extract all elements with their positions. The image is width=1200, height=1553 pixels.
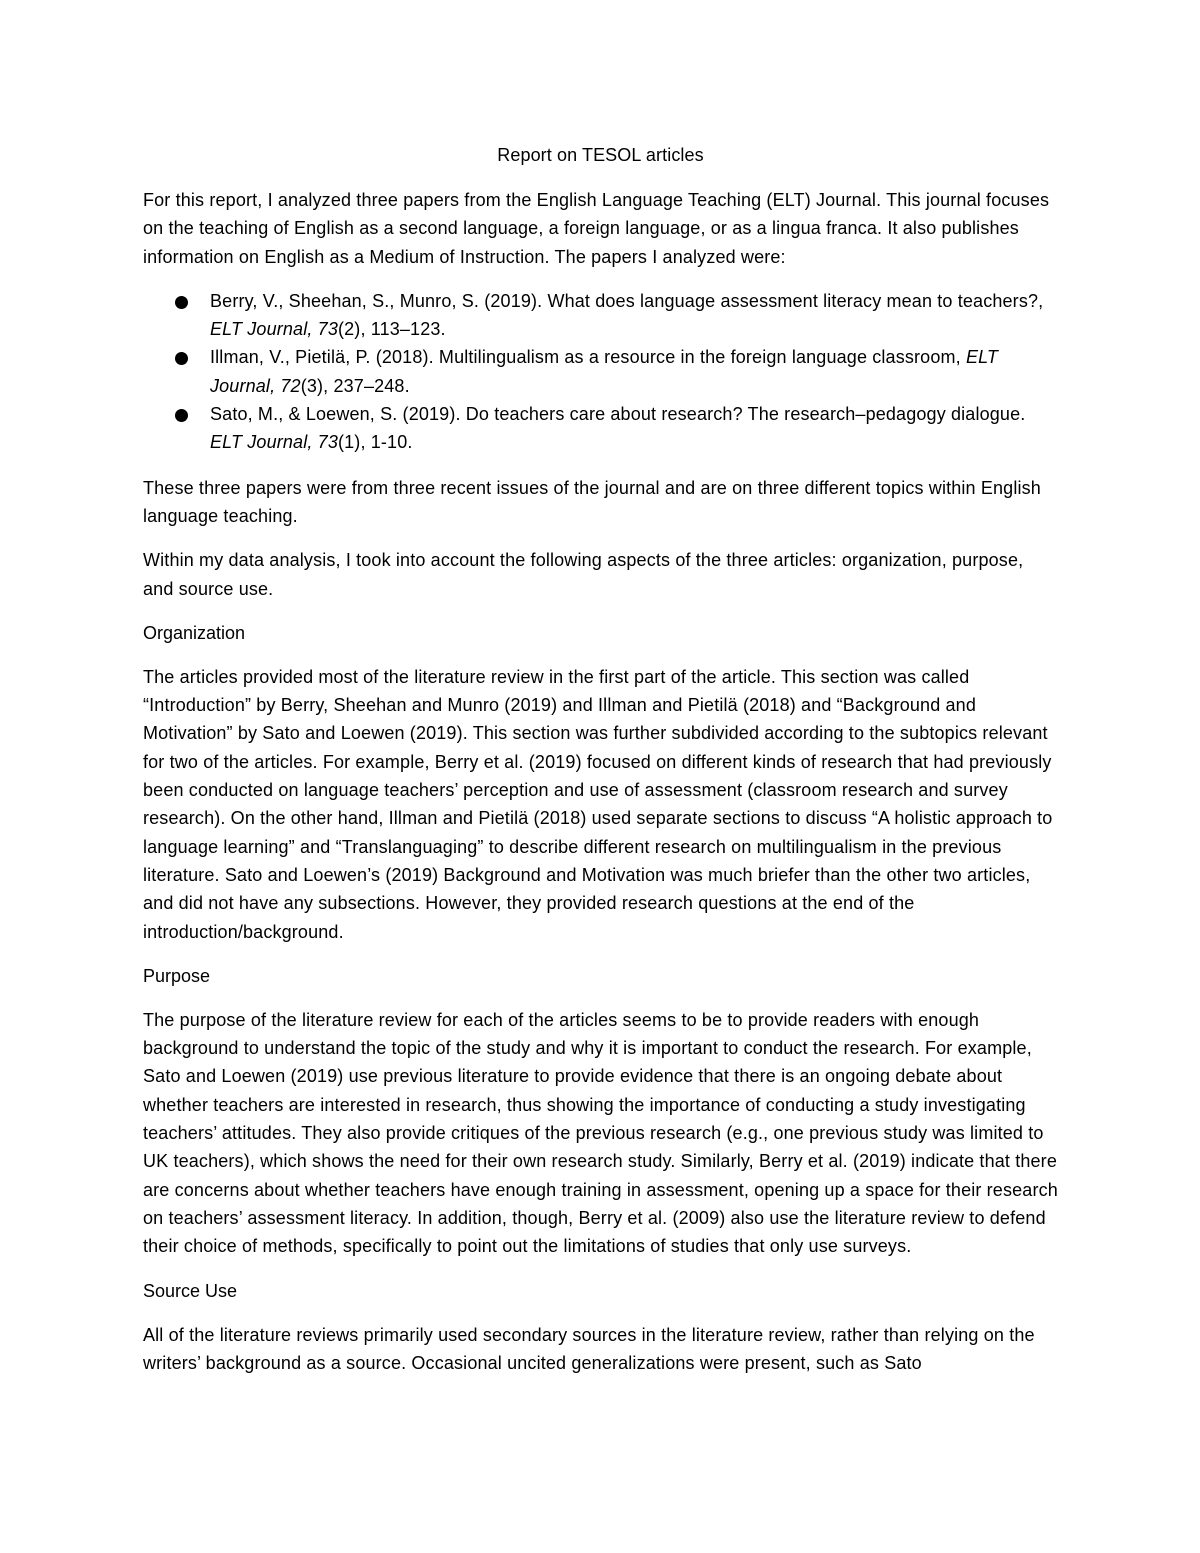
- document-title: Report on TESOL articles: [497, 145, 704, 165]
- reference-text: Illman, V., Pietilä, P. (2018). Multilingualism as a resource in the foreign language classroom,: [210, 347, 966, 368]
- document-page: [143, 141, 1058, 1393]
- reference-issue: (2), 113–123.: [338, 319, 446, 340]
- reference-journal: ELT Journal, 73: [210, 432, 338, 453]
- reference-item: [143, 343, 1058, 400]
- reference-issue: (3), 237–248.: [300, 375, 410, 396]
- section-heading-source-use: Source Use: [143, 1280, 238, 1301]
- reference-issue: (1), 1-10.: [338, 432, 413, 453]
- intro-paragraph: For this report, I analyzed three papers from the English Language Teaching (ELT) Journal. This journal focuses on the teaching of English as a second language, a foreign language, or as a lingua franca. It also publishes information on English as a Medium of Instruction. The papers I analyzed were:: [143, 190, 1050, 267]
- bullet-icon: [175, 352, 188, 365]
- bullet-icon: [175, 296, 188, 309]
- reference-list: [143, 287, 1058, 457]
- aspects-paragraph: Within my data analysis, I took into account the following aspects of the three articles: organization, purpose, and source use.: [143, 550, 1024, 599]
- reference-item: [143, 287, 1058, 344]
- source-use-paragraph: All of the literature reviews primarily used secondary sources in the literature review, rather than relying on the writers’ background as a source. Occasional uncited generalizations were present, such as Sato: [143, 1324, 1035, 1373]
- section-heading-organization: Organization: [143, 622, 246, 643]
- bullet-icon: [175, 409, 188, 422]
- reference-text: Sato, M., & Loewen, S. (2019). Do teachers care about research? The research–pedagogy dialogue.: [210, 404, 1026, 425]
- reference-journal: ELT Journal, 73: [210, 319, 338, 340]
- reference-item: [143, 400, 1058, 457]
- topics-paragraph: These three papers were from three recent issues of the journal and are on three different topics within English language teaching.: [143, 477, 1041, 526]
- purpose-paragraph: The purpose of the literature review for each of the articles seems to be to provide readers with enough background to understand the topic of the study and why it is important to conduct the research. For example, Sato and Loewen (2019) use previous literature to provide evidence that there is an ongoing debate about whether teachers are interested in research, thus showing the importance of conducting a study investigating teachers’ attitudes. They also provide critiques of the previous research (e.g., one previous study was limited to UK teachers), which shows the need for their own research study. Similarly, Berry et al. (2019) indicate that there are concerns about whether teachers have enough training in assessment, opening up a space for their research on teachers’ assessment literacy. In addition, though, Berry et al. (2009) also use the literature review to defend their choice of methods, specifically to point out the limitations of studies that only use surveys.: [143, 1009, 1058, 1257]
- reference-text: Berry, V., Sheehan, S., Munro, S. (2019). What does language assessment literacy mean to teachers?,: [210, 290, 1044, 311]
- section-heading-purpose: Purpose: [143, 965, 211, 986]
- organization-paragraph: The articles provided most of the literature review in the first part of the article. This section was called “Introduction” by Berry, Sheehan and Munro (2019) and Illman and Pietilä (2018) and “Background and Motivation” by Sato and Loewen (2019). This section was further subdivided according to the subtopics relevant for two of the articles. For example, Berry et al. (2019) focused on different kinds of research that had previously been conducted on language teachers’ perception and use of assessment (classroom research and survey research). On the other hand, Illman and Pietilä (2018) used separate sections to discuss “A holistic approach to language learning” and “Translanguaging” to describe different research on multilingualism in the previous literature. Sato and Loewen’s (2019) Background and Motivation was much briefer than the other two articles, and did not have any subsections. However, they provided research questions at the end of the introduction/background.: [143, 666, 1053, 942]
- reference-journal: ELT Journal, 72: [210, 347, 999, 396]
